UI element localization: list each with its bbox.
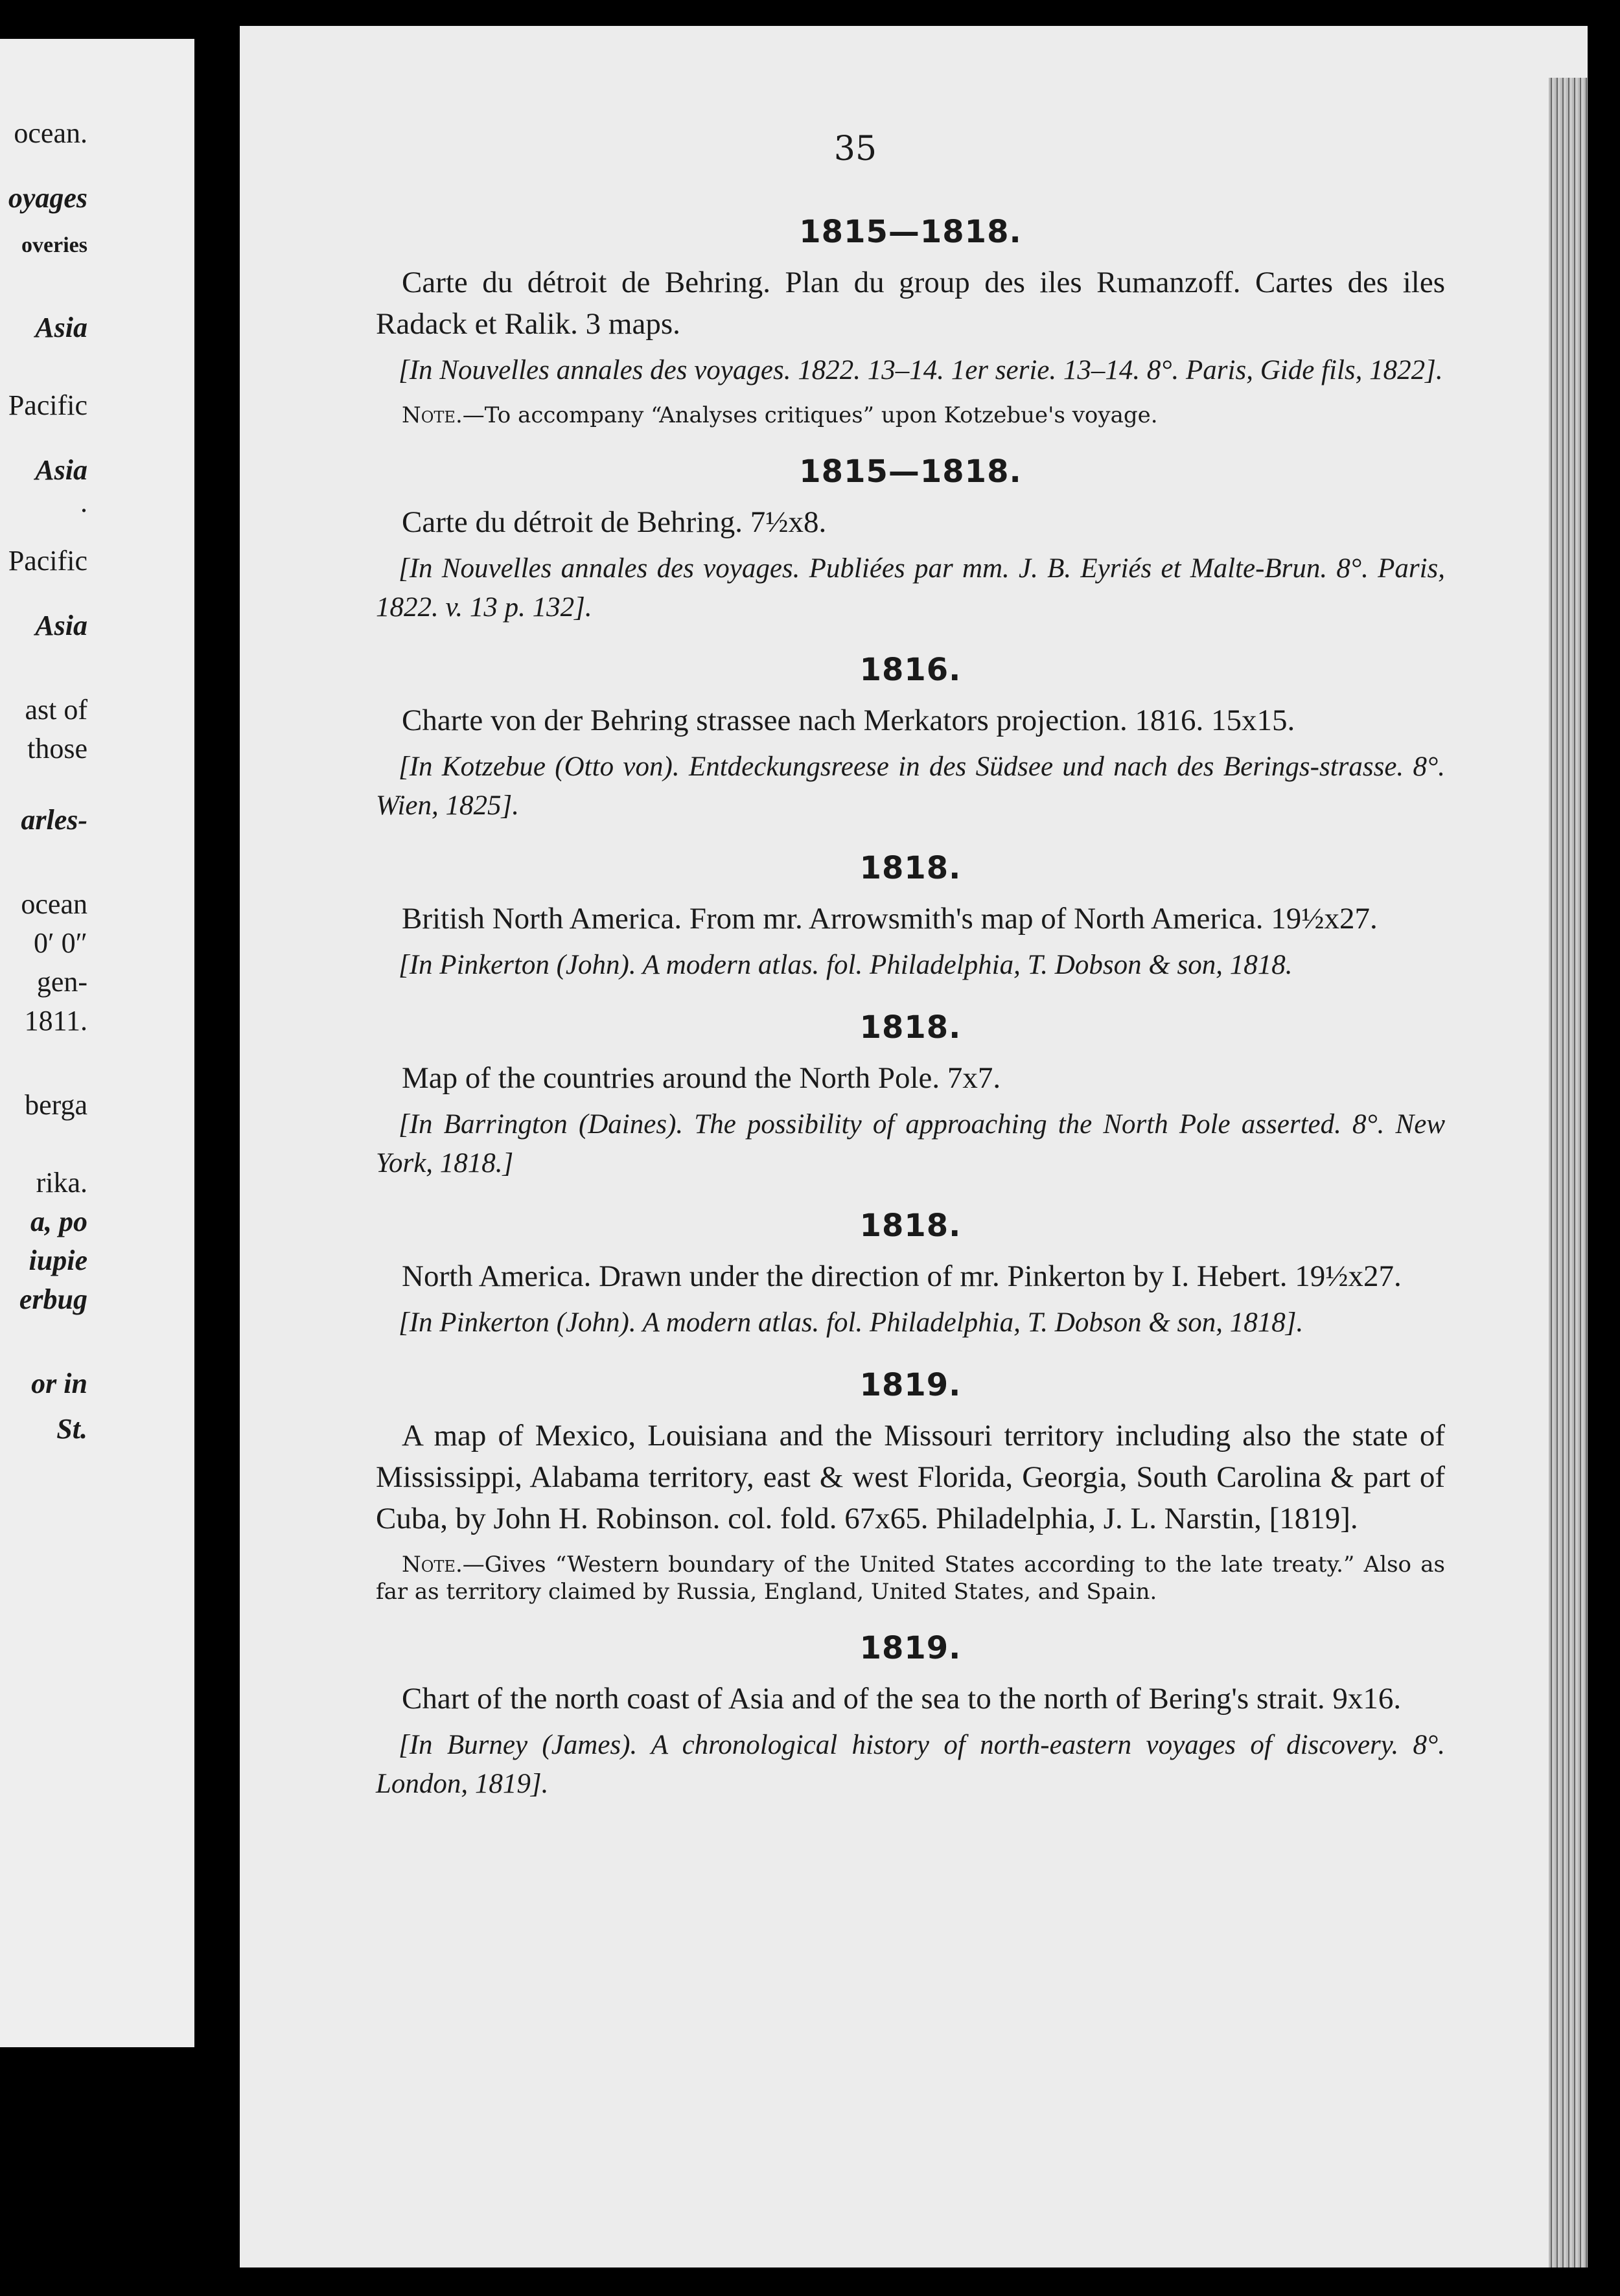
book-gutter <box>194 0 240 2296</box>
margin-fragment: a, po <box>30 1206 87 1237</box>
map-entry <box>376 214 1445 429</box>
map-entry <box>376 850 1445 985</box>
page-edges <box>1549 78 1588 2267</box>
entry-year: 1818. <box>859 1208 962 1244</box>
margin-fragment: Pacific <box>8 545 87 577</box>
margin-fragment: gen- <box>36 966 87 998</box>
entry-reference: [In Nouvelles annales des voyages. 1822. 13–14. 1er serie. 13–14. 8°. Paris, Gide fils, 1822]. <box>399 355 1443 385</box>
entry-year: 1819. <box>859 1630 962 1666</box>
note-text: —To accompany “Analyses critiques” upon Kotzebue's voyage. <box>462 402 1158 428</box>
entry-title: Chart of the north coast of Asia and of the sea to the north of Bering's strait. 9x16. <box>402 1682 1402 1716</box>
margin-fragment: Asia <box>35 312 87 343</box>
entry-reference: [In Burney (James). A chronological history of north-eastern voyages of discovery. 8°. London, 1819]. <box>376 1730 1445 1799</box>
entry-reference: [In Pinkerton (John). A modern atlas. fol. Philadelphia, T. Dobson & son, 1818. <box>399 950 1293 980</box>
margin-fragment: erbug <box>19 1283 87 1315</box>
map-entry <box>376 1009 1445 1183</box>
entry-title: British North America. From mr. Arrowsmith's map of North America. 19½x27. <box>402 902 1378 936</box>
bibliography-entries <box>376 214 1445 1828</box>
entry-reference: [In Nouvelles annales des voyages. Publiées par mm. J. B. Eyriés et Malte-Brun. 8°. Paris, 1822. v. 13 p. 132]. <box>376 553 1445 623</box>
entry-title: A map of Mexico, Louisiana and the Missouri territory including also the state of Mississippi, Alabama territory, east & west Florida, Georgia, South Carolina & part of Cuba, by John H. Robinson. col. fold. 67x65. Philadelphia, J. L. Narstin, [1819]. <box>376 1419 1445 1535</box>
entry-reference: [In Kotzebue (Otto von). Entdeckungsreese in des Südsee und nach des Berings-strasse. 8°. Wien, 1825]. <box>376 752 1445 821</box>
margin-fragment: Pacific <box>8 389 87 421</box>
margin-fragment: ocean <box>21 888 87 920</box>
entry-year: 1816. <box>859 652 962 688</box>
map-entry <box>376 1367 1445 1605</box>
entry-year: 1818. <box>859 850 962 886</box>
note-lead: Note. <box>402 402 463 428</box>
margin-fragment: Asia <box>35 454 87 486</box>
margin-fragment: St. <box>56 1413 87 1445</box>
entry-title: Map of the countries around the North Pole. 7x7. <box>402 1061 1001 1095</box>
entry-title: Carte du détroit de Behring. Plan du group des iles Rumanzoff. Cartes des iles Radack et Ralik. 3 maps. <box>376 266 1445 341</box>
margin-fragment: or in <box>31 1368 87 1399</box>
margin-fragment: those <box>27 733 87 764</box>
book-page <box>240 26 1588 2267</box>
margin-fragment: Asia <box>35 610 87 641</box>
note-lead: Note. <box>402 1552 463 1578</box>
entry-note <box>376 1551 1445 1605</box>
map-entry <box>376 652 1445 825</box>
margin-fragment: oyages <box>8 182 87 214</box>
map-entry <box>376 453 1445 627</box>
map-entry <box>376 1208 1445 1342</box>
margin-fragment: overies <box>21 233 87 257</box>
entry-year: 1815—1818. <box>799 214 1022 250</box>
entry-year: 1819. <box>859 1367 962 1403</box>
page-number: 35 <box>833 130 877 168</box>
margin-fragment: 0′ 0″ <box>34 927 87 959</box>
entry-reference: [In Pinkerton (John). A modern atlas. fol. Philadelphia, T. Dobson & son, 1818]. <box>399 1307 1304 1338</box>
entry-title: Carte du détroit de Behring. 7½x8. <box>402 505 827 539</box>
entry-note <box>376 402 1445 429</box>
margin-fragment: 1811. <box>24 1005 87 1037</box>
previous-page-edge <box>0 39 194 2047</box>
margin-fragment: arles- <box>21 804 87 836</box>
entry-title: North America. Drawn under the direction of mr. Pinkerton by I. Hebert. 19½x27. <box>402 1259 1402 1293</box>
entry-reference: [In Barrington (Daines). The possibility of approaching the North Pole asserted. 8°. New York, 1818.] <box>376 1109 1445 1178</box>
margin-fragment: ast of <box>25 694 87 726</box>
entry-year: 1815—1818. <box>799 453 1022 490</box>
entry-title: Charte von der Behring strassee nach Merkators projection. 1816. 15x15. <box>402 704 1295 737</box>
map-entry <box>376 1630 1445 1804</box>
entry-year: 1818. <box>859 1009 962 1046</box>
margin-fragment: rika. <box>36 1167 87 1199</box>
note-text: —Gives “Western boundary of the United States according to the late treaty.” Also as far as territory claimed by Russia, England, United States, and Spain. <box>376 1552 1445 1605</box>
margin-fragment: berga <box>25 1089 87 1121</box>
margin-fragment: iupie <box>29 1245 87 1276</box>
margin-fragment: ocean. <box>14 117 87 149</box>
margin-fragment: . <box>80 487 87 518</box>
